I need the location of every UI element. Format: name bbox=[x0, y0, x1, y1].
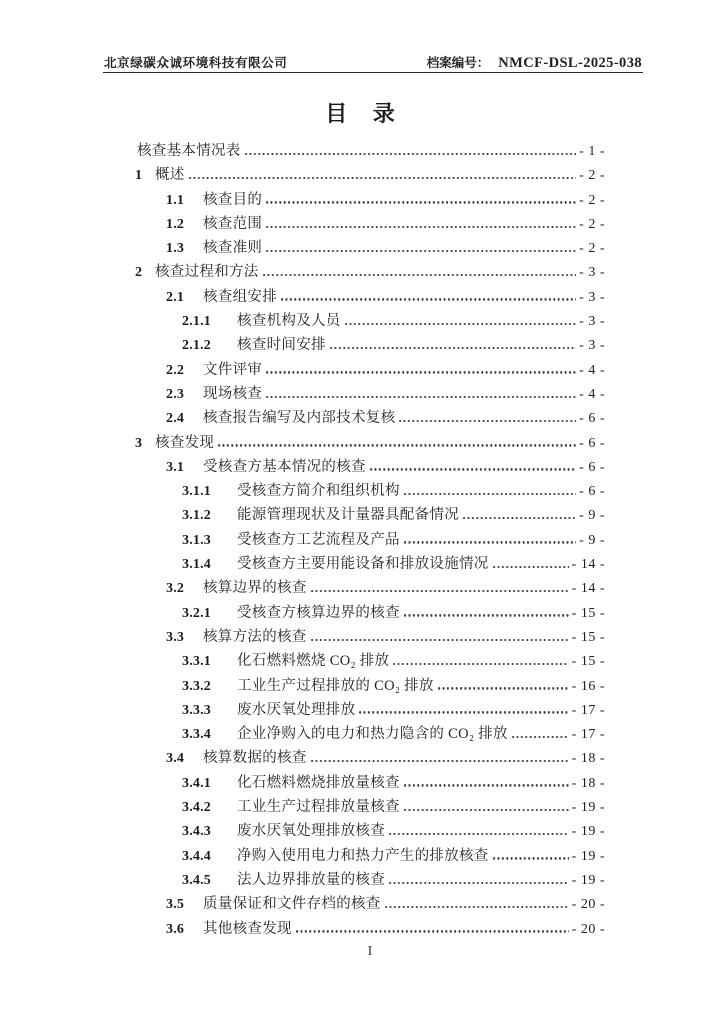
toc-entry-title: 核查目的 bbox=[203, 191, 263, 208]
toc-entry-title: 受核查方主要用能设备和排放设施情况 bbox=[237, 556, 489, 573]
toc-dot-leader bbox=[311, 590, 569, 592]
toc-entry-title: 核查时间安排 bbox=[237, 337, 326, 354]
toc-entry bbox=[135, 552, 605, 576]
toc-entry bbox=[135, 649, 605, 673]
toc-dot-leader bbox=[493, 857, 569, 859]
toc-entry-number: 3.4 bbox=[166, 751, 185, 767]
toc-entry-page: - 4 - bbox=[579, 386, 605, 402]
toc-dot-leader bbox=[263, 274, 577, 276]
toc-dot-leader bbox=[245, 153, 577, 155]
toc-entry-page: - 18 - bbox=[571, 775, 605, 791]
toc-entry bbox=[135, 844, 605, 868]
toc-entry-title: 废水厌氧处理排放 bbox=[237, 701, 356, 718]
toc-entry bbox=[135, 163, 605, 187]
toc-entry-number: 1.2 bbox=[166, 216, 185, 232]
toc-entry-number: 3.4.1 bbox=[182, 775, 211, 791]
company-name: 北京绿碳众诚环境科技有限公司 bbox=[104, 56, 288, 70]
toc-dot-leader bbox=[311, 760, 569, 762]
toc-entry-number: 3.2.1 bbox=[182, 605, 211, 621]
toc-entry-number: 3.4.4 bbox=[182, 848, 211, 864]
toc-entry bbox=[135, 358, 605, 382]
toc-entry bbox=[135, 746, 605, 770]
toc-entry-number: 2.2 bbox=[166, 362, 185, 378]
toc-entry-title: 工业生产过程排放量核查 bbox=[237, 799, 400, 816]
archive-label: 档案编号： bbox=[426, 56, 490, 70]
toc-dot-leader bbox=[266, 226, 576, 228]
toc-entry-number: 3.5 bbox=[166, 897, 185, 913]
toc-entry-title: 核算方法的核查 bbox=[203, 628, 307, 645]
toc-entry-page: - 15 - bbox=[571, 654, 605, 670]
toc-entry-number: 2.1.2 bbox=[182, 338, 211, 354]
toc-entry-title: 核算边界的核查 bbox=[203, 580, 307, 597]
toc-entry-title: 受核查方核算边界的核查 bbox=[237, 604, 400, 621]
toc-entry-number: 3.4.2 bbox=[182, 800, 211, 816]
toc-entry bbox=[135, 212, 605, 236]
toc-entry bbox=[135, 771, 605, 795]
toc-entry-title: 核算数据的核查 bbox=[203, 750, 307, 767]
toc-entry-page: - 2 - bbox=[579, 168, 605, 184]
toc-entry-page: - 16 - bbox=[571, 678, 605, 694]
toc-entry-number: 1.1 bbox=[166, 192, 185, 208]
toc-dot-leader bbox=[389, 833, 569, 835]
toc-entry-title: 核查基本情况表 bbox=[137, 143, 241, 159]
toc-dot-leader bbox=[389, 882, 569, 884]
toc-entry-page: - 15 - bbox=[571, 629, 605, 645]
toc-entry-page: - 9 - bbox=[579, 532, 605, 548]
toc-entry-number: 3.2 bbox=[166, 581, 185, 597]
toc-entry-title: 受核查方简介和组织机构 bbox=[237, 483, 400, 500]
toc-entry-title: 受核查方基本情况的核查 bbox=[203, 458, 366, 475]
toc-dot-leader bbox=[281, 298, 576, 300]
toc-entry-number: 3.3.4 bbox=[182, 727, 211, 743]
toc-entry-title: 净购入使用电力和热力产生的排放核查 bbox=[237, 847, 489, 864]
toc-entry-page: - 17 - bbox=[571, 727, 605, 743]
toc-entry-page: - 19 - bbox=[571, 872, 605, 888]
toc-entry-page: - 6 - bbox=[579, 484, 605, 500]
toc-entry-page: - 20 - bbox=[571, 921, 605, 937]
toc-entry-page: - 9 - bbox=[579, 508, 605, 524]
toc-entry-number: 2.1 bbox=[166, 289, 185, 305]
toc-dot-leader bbox=[385, 906, 569, 908]
toc-entry-page: - 20 - bbox=[571, 897, 605, 913]
toc-entry bbox=[135, 698, 605, 722]
toc-entry-page: - 6 - bbox=[579, 411, 605, 427]
toc-entry-page: - 19 - bbox=[571, 824, 605, 840]
toc-dot-leader bbox=[393, 663, 568, 665]
toc-entry-number: 3 bbox=[135, 435, 143, 451]
toc-entry-title: 核查组安排 bbox=[203, 288, 277, 305]
toc-entry-title: 核查机构及人员 bbox=[237, 313, 341, 330]
toc-entry-title: 核查过程和方法 bbox=[155, 264, 259, 281]
toc-entry-number: 3.6 bbox=[166, 921, 185, 937]
toc-dot-leader bbox=[359, 711, 568, 713]
toc-entry bbox=[135, 576, 605, 600]
toc-entry-number: 3.3.3 bbox=[182, 702, 211, 718]
toc-entry-title: 工业生产过程排放的 CO₂ 排放 bbox=[237, 677, 434, 694]
toc-entry-page: - 6 - bbox=[579, 435, 605, 451]
toc-entry bbox=[135, 431, 605, 455]
toc-dot-leader bbox=[266, 250, 576, 252]
toc-entry bbox=[135, 625, 605, 649]
toc-dot-leader bbox=[404, 614, 569, 616]
toc-entry-page: - 6 - bbox=[579, 459, 605, 475]
page-header bbox=[104, 53, 642, 72]
toc-entry-page: - 19 - bbox=[571, 848, 605, 864]
toc-entry-number: 3.1.2 bbox=[182, 508, 211, 524]
toc-entry bbox=[135, 528, 605, 552]
toc-entry-page: - 14 - bbox=[571, 581, 605, 597]
toc-entry-number: 3.1.4 bbox=[182, 557, 211, 573]
toc-dot-leader bbox=[189, 177, 577, 179]
toc-entry bbox=[135, 455, 605, 479]
toc-entry bbox=[135, 382, 605, 406]
toc-entry-title: 质量保证和文件存档的核查 bbox=[203, 896, 381, 913]
toc-entry-page: - 3 - bbox=[579, 265, 605, 281]
toc-entry-page: - 1 - bbox=[579, 144, 605, 159]
toc-entry-page: - 3 - bbox=[579, 289, 605, 305]
toc-entry-page: - 2 - bbox=[579, 241, 605, 257]
toc-dot-leader bbox=[370, 468, 576, 470]
toc-entry bbox=[135, 795, 605, 819]
toc-dot-leader bbox=[493, 566, 569, 568]
archive-number-group bbox=[427, 53, 642, 72]
toc-entry bbox=[135, 333, 605, 357]
toc-entry-page: - 15 - bbox=[571, 605, 605, 621]
toc-entry-title: 废水厌氧处理排放核查 bbox=[237, 823, 385, 840]
toc-entry bbox=[135, 260, 605, 284]
toc-entry-title: 核查范围 bbox=[203, 215, 263, 232]
toc-dot-leader bbox=[266, 371, 576, 373]
toc-entry-page: - 19 - bbox=[571, 800, 605, 816]
toc-entry-title: 核查报告编写及内部技术复核 bbox=[203, 410, 396, 427]
toc-entry-number: 3.4.3 bbox=[182, 824, 211, 840]
toc-dot-leader bbox=[266, 201, 576, 203]
toc-entry-page: - 14 - bbox=[571, 557, 605, 573]
toc-entry-number: 2.4 bbox=[166, 411, 185, 427]
toc-entry-title: 化石燃料燃烧 CO₂ 排放 bbox=[237, 653, 390, 670]
toc-entry-number: 1.3 bbox=[166, 241, 185, 257]
toc-entry-number: 3.1 bbox=[166, 459, 185, 475]
toc-entry bbox=[135, 892, 605, 916]
toc-entry-title: 核查发现 bbox=[155, 434, 215, 451]
toc-dot-leader bbox=[399, 420, 576, 422]
toc-dot-leader bbox=[438, 687, 569, 689]
toc-entry-number: 2 bbox=[135, 265, 143, 281]
footer-page-number: I bbox=[367, 944, 373, 959]
toc-entry-page: - 4 - bbox=[579, 362, 605, 378]
toc-entry-page: - 2 - bbox=[579, 192, 605, 208]
toc-entry-page: - 17 - bbox=[571, 702, 605, 718]
toc-entry-title: 化石燃料燃烧排放量核查 bbox=[237, 774, 400, 791]
toc-entry bbox=[135, 819, 605, 843]
toc-dot-leader bbox=[404, 809, 569, 811]
toc-entry bbox=[135, 236, 605, 260]
toc-page-title: 目 录 bbox=[325, 101, 395, 126]
toc-entry-title: 核查准则 bbox=[203, 240, 263, 257]
toc-entry-title: 其他核查发现 bbox=[203, 920, 292, 937]
toc-entry-number: 3.4.5 bbox=[182, 872, 211, 888]
toc-entry bbox=[135, 479, 605, 503]
toc-entry-page: - 3 - bbox=[579, 338, 605, 354]
toc-entry bbox=[135, 674, 605, 698]
toc-dot-leader bbox=[266, 396, 576, 398]
toc-entry-page: - 2 - bbox=[579, 216, 605, 232]
toc-entry-title: 文件评审 bbox=[203, 361, 263, 378]
toc-entry bbox=[135, 868, 605, 892]
toc-entry bbox=[135, 285, 605, 309]
toc-entry bbox=[135, 309, 605, 333]
toc-dot-leader bbox=[345, 323, 577, 325]
toc-dot-leader bbox=[311, 639, 569, 641]
toc-dot-leader bbox=[404, 784, 569, 786]
toc-entry bbox=[135, 188, 605, 212]
toc-entry-title: 企业净购入的电力和热力隐含的 CO₂ 排放 bbox=[237, 726, 508, 743]
toc-entry-title: 现场核查 bbox=[203, 385, 263, 402]
header-divider bbox=[103, 72, 643, 74]
archive-number: NMCF-DSL-2025-038 bbox=[498, 55, 642, 71]
toc-dot-leader bbox=[218, 444, 576, 446]
toc-dot-leader bbox=[404, 541, 576, 543]
toc-entry-title: 受核查方工艺流程及产品 bbox=[237, 531, 400, 548]
toc-entry bbox=[135, 601, 605, 625]
toc-entry-number: 2.1.1 bbox=[182, 314, 211, 330]
toc-entry-number: 3.1.1 bbox=[182, 484, 211, 500]
toc-entry-number: 3.3.1 bbox=[182, 654, 211, 670]
toc-entry-title: 能源管理现状及计量器具配备情况 bbox=[237, 507, 459, 524]
toc-dot-leader bbox=[330, 347, 576, 349]
toc-dot-leader bbox=[296, 930, 569, 932]
toc-list bbox=[135, 139, 605, 941]
toc-entry bbox=[135, 139, 605, 163]
toc-entry-number: 1 bbox=[135, 168, 143, 184]
toc-entry-page: - 3 - bbox=[579, 314, 605, 330]
toc-entry-page: - 18 - bbox=[571, 751, 605, 767]
toc-entry-number: 2.3 bbox=[166, 386, 185, 402]
toc-entry bbox=[135, 503, 605, 527]
toc-entry bbox=[135, 406, 605, 430]
toc-entry-number: 3.3.2 bbox=[182, 678, 211, 694]
toc-dot-leader bbox=[463, 517, 576, 519]
toc-entry-number: 3.1.3 bbox=[182, 532, 211, 548]
toc-dot-leader bbox=[512, 736, 569, 738]
toc-dot-leader bbox=[404, 493, 576, 495]
toc-entry-number: 3.3 bbox=[166, 629, 185, 645]
toc-entry bbox=[135, 722, 605, 746]
toc-entry-title: 法人边界排放量的核查 bbox=[237, 871, 385, 888]
toc-entry-title: 概述 bbox=[155, 167, 185, 184]
toc-entry bbox=[135, 917, 605, 941]
